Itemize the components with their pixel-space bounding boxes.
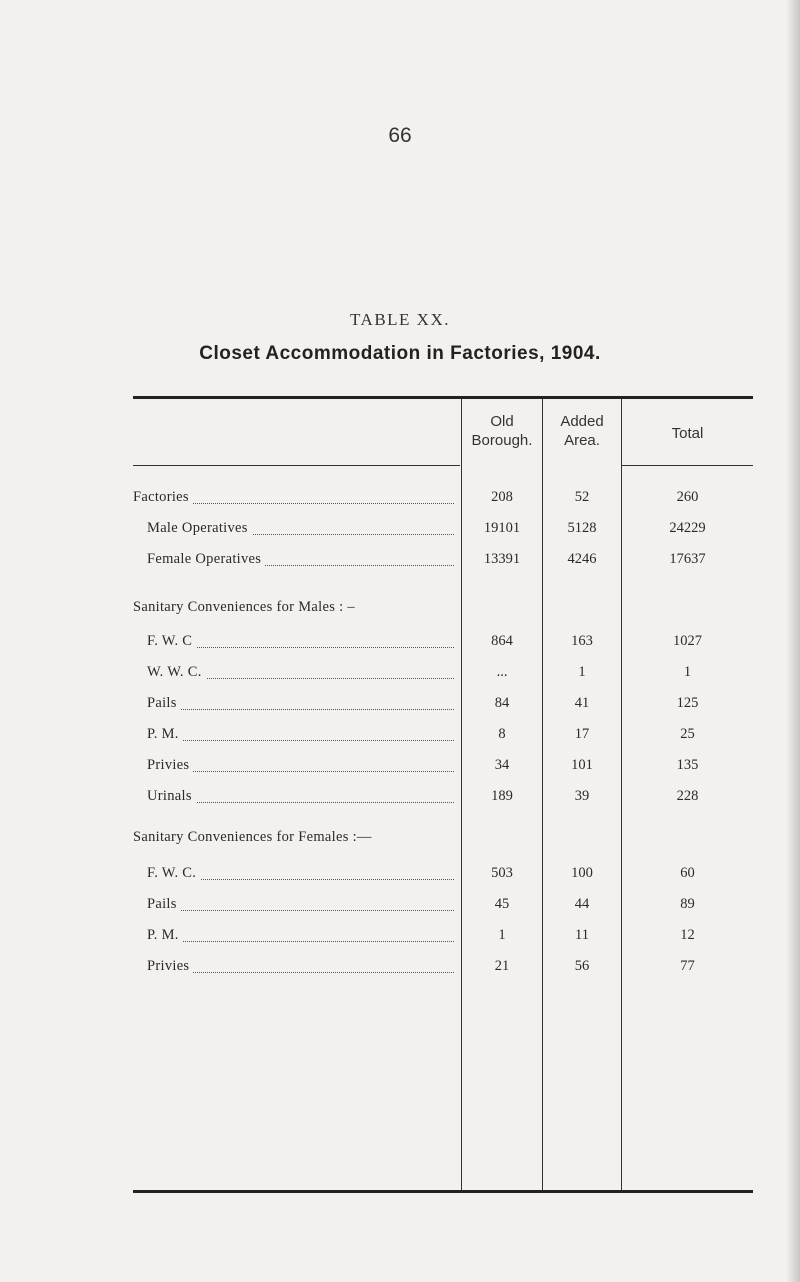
cell-total: 1027	[673, 633, 702, 649]
table-row	[0, 955, 800, 979]
row-label: F. W. C	[147, 633, 196, 649]
cell-old-borough: ...	[496, 664, 508, 680]
cell-added-area: 11	[575, 927, 589, 943]
row-label: Urinals	[147, 788, 196, 804]
row-label: P. M.	[147, 927, 183, 943]
table-label: TABLE XX.	[350, 310, 450, 329]
table-top-rule	[133, 396, 753, 399]
row-label: Privies	[147, 757, 193, 773]
table-row	[0, 630, 800, 654]
section-heading-females: Sanitary Conveniences for Females :—	[133, 829, 372, 845]
column-header-added-area	[543, 412, 621, 450]
cell-total: 77	[680, 958, 695, 974]
cell-added-area: 44	[574, 896, 590, 912]
cell-old-borough: 21	[494, 958, 510, 974]
cell-total: 17637	[669, 551, 706, 567]
column-header-total	[622, 424, 753, 443]
table-row	[0, 862, 800, 886]
cell-added-area: 56	[574, 958, 590, 974]
header-rule	[621, 465, 753, 466]
table-row	[0, 517, 800, 541]
cell-added-area: 101	[571, 757, 593, 773]
cell-total: 260	[676, 489, 699, 505]
cell-total: 24229	[669, 520, 706, 536]
cell-old-borough: 45	[494, 896, 510, 912]
column-header-old-borough	[462, 412, 542, 450]
header-rule	[133, 465, 460, 466]
cell-added-area: 5128	[567, 520, 597, 536]
table-row	[0, 486, 800, 510]
cell-old-borough: 503	[491, 865, 513, 881]
cell-old-borough: 1	[498, 927, 506, 943]
section-heading-males: Sanitary Conveniences for Males : –	[133, 599, 355, 615]
page-number: 66	[388, 124, 412, 147]
cell-total: 125	[676, 695, 699, 711]
table-row	[0, 924, 800, 948]
cell-added-area: 163	[571, 633, 593, 649]
row-label: F. W. C.	[147, 865, 200, 881]
cell-total: 60	[680, 865, 695, 881]
cell-old-borough: 84	[494, 695, 510, 711]
table-bottom-rule	[133, 1190, 753, 1193]
cell-total: 1	[683, 664, 692, 680]
cell-added-area: 4246	[567, 551, 597, 567]
cell-old-borough: 189	[491, 788, 513, 804]
table-row	[0, 692, 800, 716]
cell-old-borough: 13391	[483, 551, 521, 567]
table-row	[0, 785, 800, 809]
table-row	[0, 661, 800, 685]
cell-old-borough: 8	[498, 726, 506, 742]
cell-added-area: 41	[574, 695, 590, 711]
table-row	[0, 548, 800, 572]
table-row	[0, 754, 800, 778]
table-row	[0, 723, 800, 747]
cell-total: 135	[676, 757, 699, 773]
row-label: Male Operatives	[147, 520, 252, 536]
cell-added-area: 17	[574, 726, 590, 742]
cell-added-area: 1	[578, 664, 586, 680]
cell-added-area: 100	[571, 865, 593, 881]
row-label: Factories	[133, 489, 193, 505]
cell-total: 25	[680, 726, 695, 742]
column-header-label: Total	[671, 425, 704, 442]
cell-old-borough: 19101	[483, 520, 521, 536]
cell-total: 228	[676, 788, 699, 804]
row-label: W. W. C.	[147, 664, 206, 680]
column-header-label: Old Borough.	[471, 413, 533, 449]
cell-total: 12	[680, 927, 695, 943]
cell-old-borough: 34	[494, 757, 510, 773]
table-row	[0, 893, 800, 917]
cell-old-borough: 864	[491, 633, 513, 649]
table-title: Closet Accommodation in Factories, 1904.	[199, 343, 601, 364]
cell-added-area: 39	[574, 788, 590, 804]
cell-added-area: 52	[574, 489, 590, 505]
column-header-label: Added Area.	[560, 413, 604, 449]
row-label: Female Operatives	[147, 551, 265, 567]
row-label: P. M.	[147, 726, 183, 742]
row-label: Privies	[147, 958, 193, 974]
row-label: Pails	[147, 695, 181, 711]
cell-total: 89	[680, 896, 695, 912]
cell-old-borough: 208	[491, 489, 513, 505]
row-label: Pails	[147, 896, 181, 912]
